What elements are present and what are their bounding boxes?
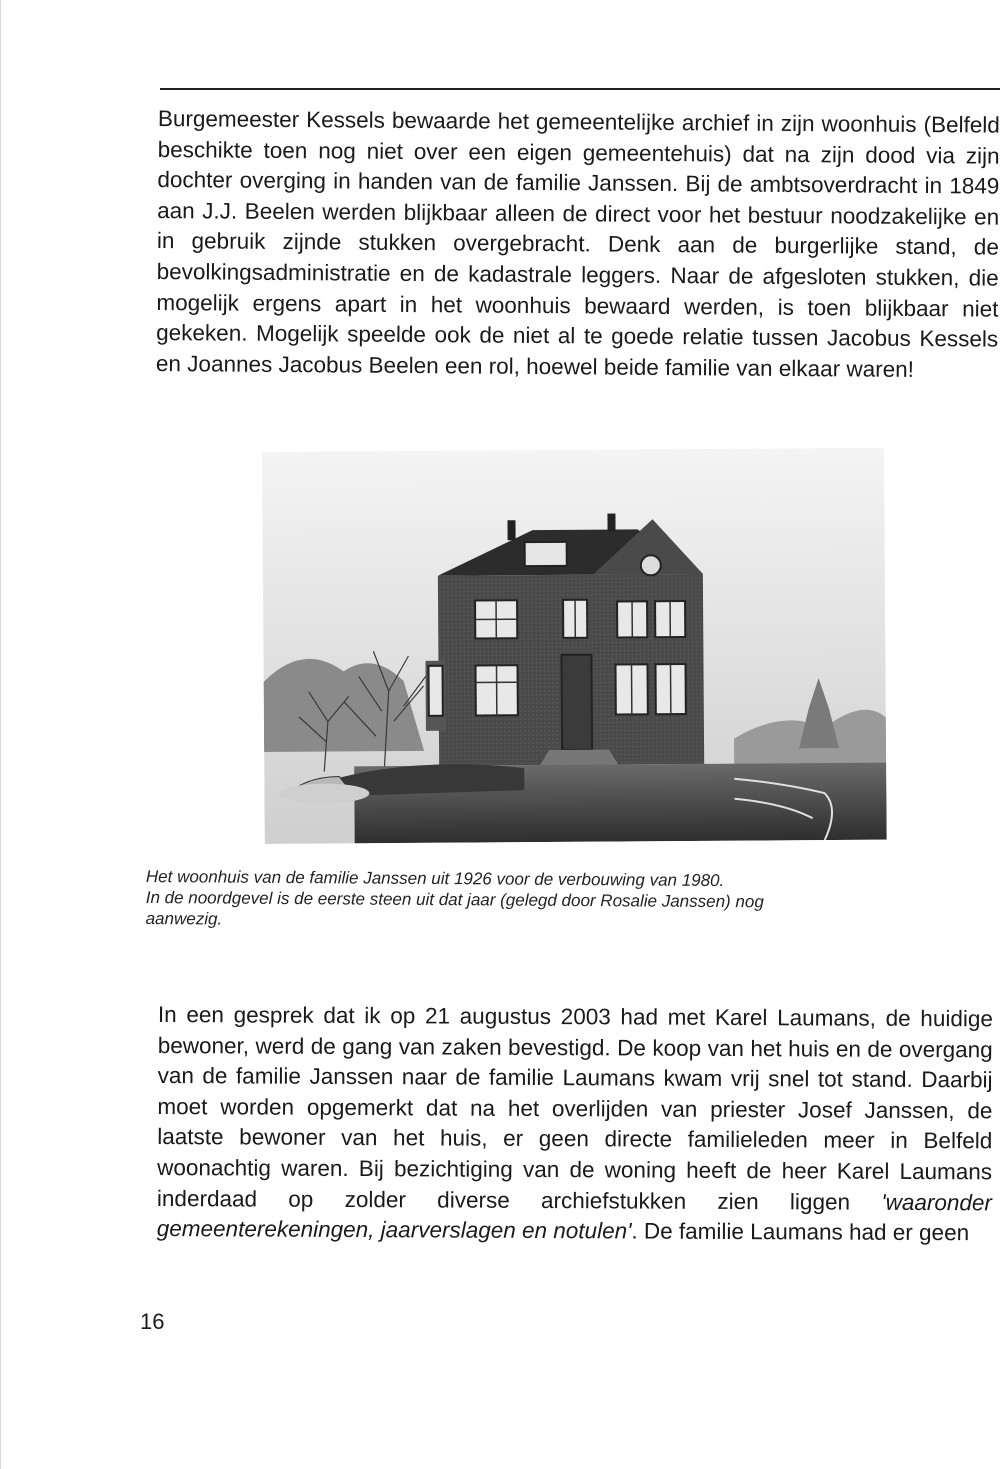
body-paragraph-2 (157, 1000, 993, 1249)
photo-caption (146, 866, 966, 935)
caption-line-3: aanwezig. (145, 908, 223, 929)
paragraph-2-text: In een gesprek dat ik op 21 augustus 2003 had met Karel Laumans, de huidige bewoner, werd de gang van zaken bevestigd. De koop van het huis en de overgang van de familie Janssen naar de familie Laumans kwam vrij snel tot stand. Daarbij moet worden opgemerkt dat na het overlijden van priester Josef Janssen, de laatste bewoner van het huis, er geen directe familieleden meer in Belfeld woonachtig waren. Bij bezichtiging van de woning heeft de heer Karel Laumans inderdaad op zolder diverse archiefstukken zien liggen (156, 1002, 993, 1215)
body-paragraph-1: Burgemeester Kessels bewaarde het gemeentelijke archief in zijn woonhuis (Belfeld beschikte toen nog niet over een eigen gemeentehuis) dat na zijn dood via zijn dochter overging in handen van de familie Janssen. Bij de ambtsoverdracht in 1849 aan J.J. Beelen werden blijkbaar alleen de direct voor het bestuur noodzakelijke en in gebruik zijnde stukken overgebracht. Denk aan de burgerlijke stand, de bevolkingsadministratie en de kadastrale leggers. Naar de afgesloten stukken, die mogelijk ergens apart in het woonhuis bewaard werden, is toen blijkbaar niet gekeken. Mogelijk speelde ook de niet al te goede relatie tussen Jacobus Kessels en Joannes Jacobus Beelen een rol, hoewel beide familie van elkaar waren! (155, 105, 1000, 382)
paragraph-2-tail: . De familie Laumans had er geen (631, 1218, 970, 1246)
scan-edge (0, 0, 1, 1469)
paragraph-2-quote: 'waaronder gemeenterekeningen, jaarverslagen en notulen' (156, 1189, 993, 1244)
caption-line-2: In de noordgevel is de eerste steen uit dat jaar (gelegd door Rosalie Janssen) nog (145, 887, 764, 912)
house-photo (262, 448, 887, 844)
top-rule (160, 88, 1000, 90)
caption-line-1: Het woonhuis van de familie Janssen uit 1926 voor de verbouwing van 1980. (145, 867, 725, 891)
page-number: 16 (140, 1309, 165, 1334)
